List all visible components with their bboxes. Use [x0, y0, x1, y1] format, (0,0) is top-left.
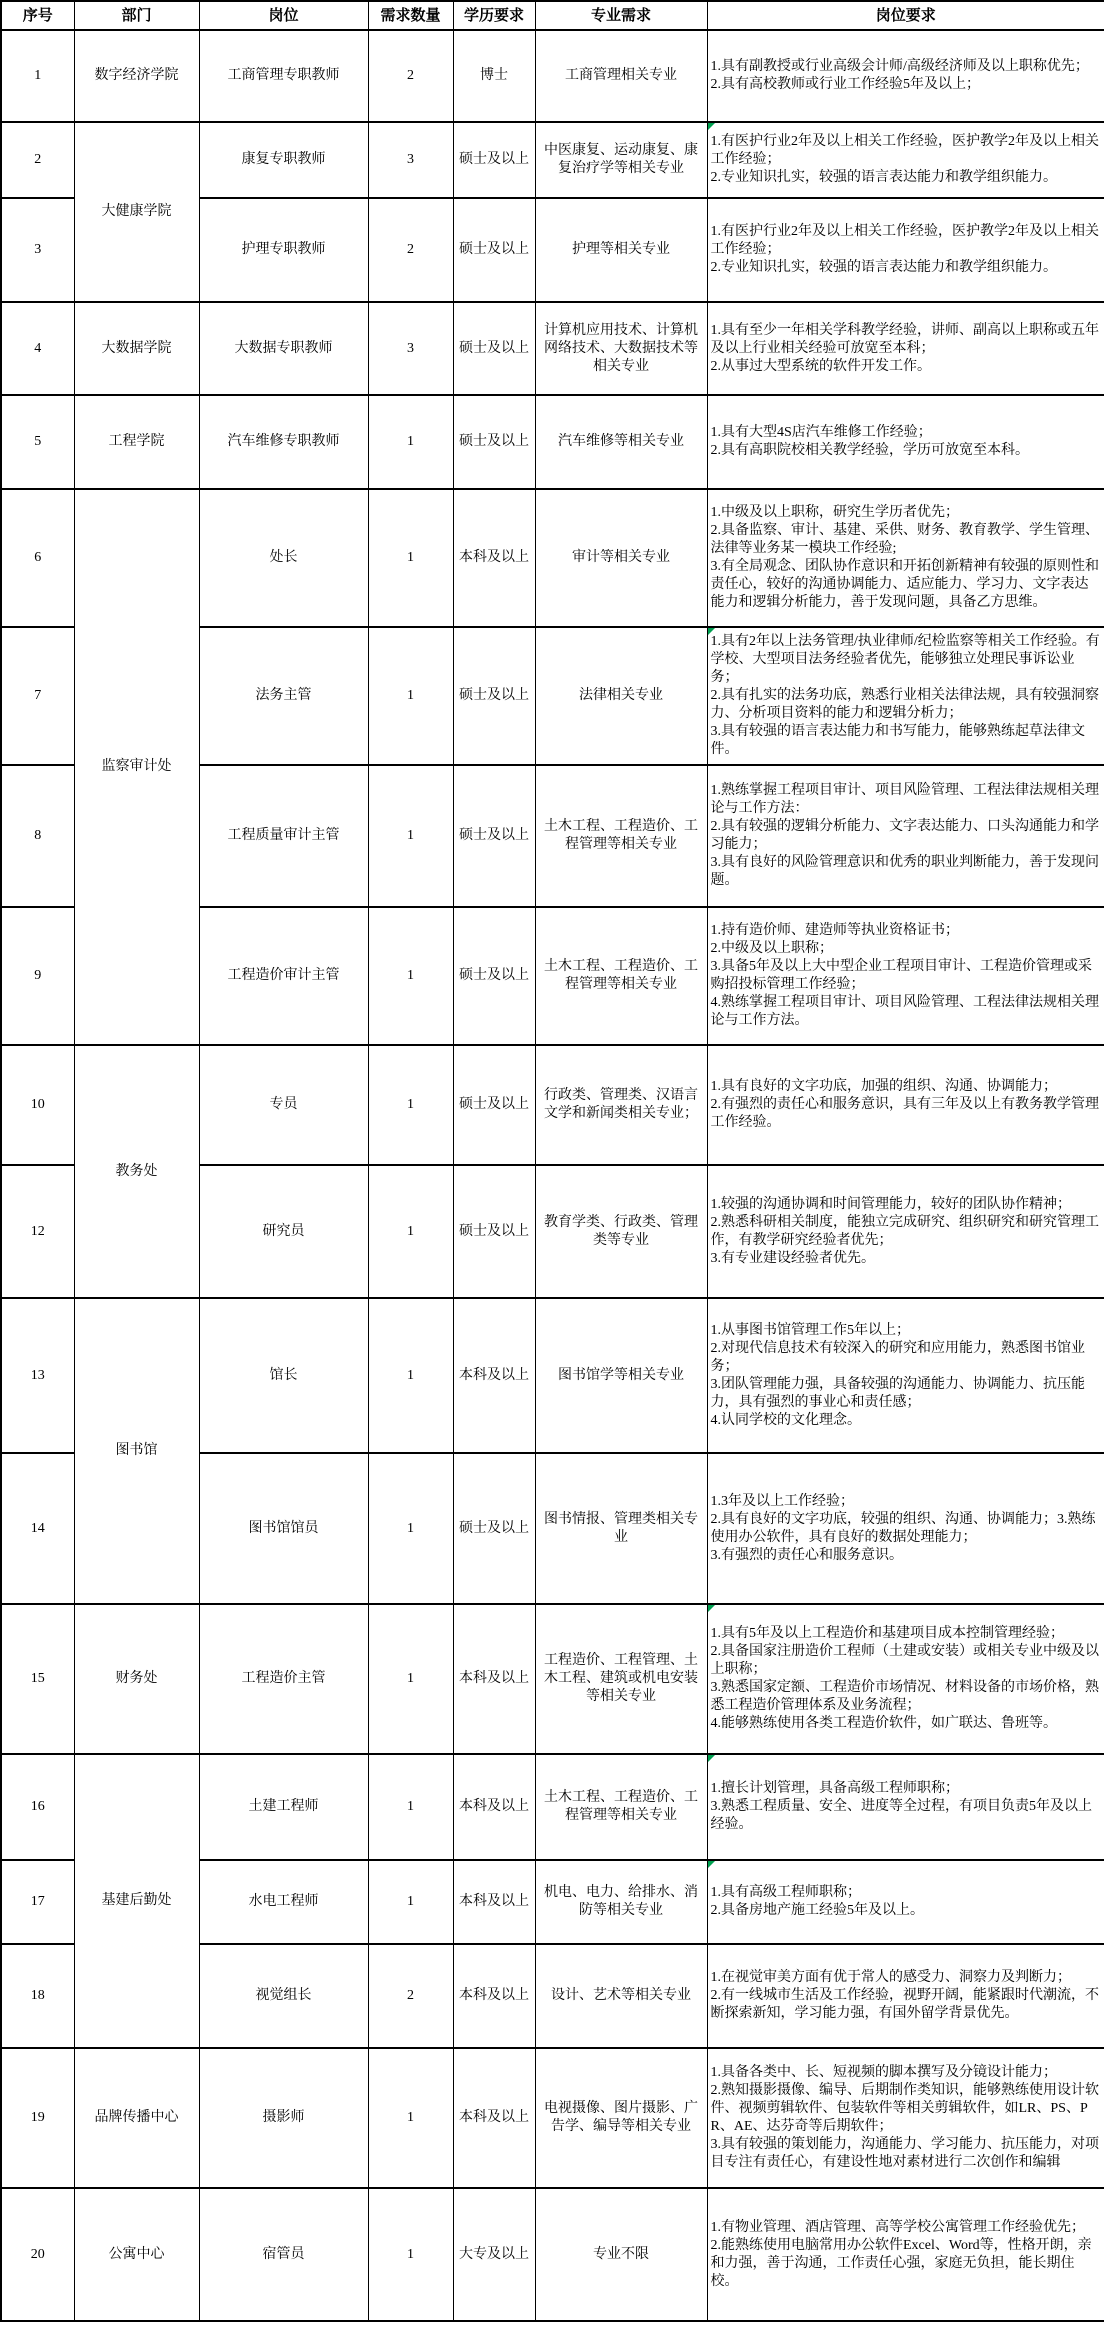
excel-flag-triangle-icon: [708, 1605, 715, 1612]
cell-position: 工程造价主管: [199, 1604, 368, 1754]
excel-flag-triangle-icon: [708, 1755, 715, 1762]
cell-count: 2: [368, 198, 453, 302]
cell-education: 硕士及以上: [453, 1453, 535, 1604]
cell-position: 康复专职教师: [199, 122, 368, 198]
cell-education: 硕士及以上: [453, 627, 535, 765]
cell-position: 汽车维修专职教师: [199, 395, 368, 489]
cell-major: 设计、艺术等相关专业: [535, 1944, 707, 2048]
cell-education: 硕士及以上: [453, 1045, 535, 1165]
cell-count: 3: [368, 122, 453, 198]
cell-no: 1: [1, 30, 74, 122]
cell-requirements: [707, 1453, 1104, 1604]
cell-count: 1: [368, 627, 453, 765]
cell-count: 1: [368, 765, 453, 907]
cell-major: 机电、电力、给排水、消防等相关专业: [535, 1860, 707, 1944]
cell-no: 16: [1, 1754, 74, 1860]
requirement-item: 2.有强烈的责任心和服务意识，具有三年及以上有教务教学管理工作经验。: [710, 1097, 1099, 1130]
table-row: [1, 1604, 1104, 1754]
cell-department: 公寓中心: [74, 2188, 199, 2321]
cell-position: 图书馆馆员: [199, 1453, 368, 1604]
requirement-item: 3.团队管理能力强，具备较强的沟通能力、协调能力、抗压能力，具有强烈的事业心和责任感；: [710, 1376, 1085, 1410]
cell-requirements: [707, 122, 1104, 198]
requirement-item: 1.具有大型4S店汽车维修工作经验；: [710, 425, 932, 440]
requirement-item: 2.具备国家注册造价工程师（土建或安装）或相关专业中级及以上职称；: [710, 1644, 1099, 1677]
cell-position: 大数据专职教师: [199, 302, 368, 395]
requirement-item: 3.具有良好的风险管理意识和优秀的职业判断能力，善于发现问题。: [710, 855, 1099, 888]
cell-education: 本科及以上: [453, 1944, 535, 2048]
requirement-item: 2.具有较强的逻辑分析能力、文字表达能力、口头沟通能力和学习能力；: [710, 819, 1099, 852]
cell-major: 图书馆学等相关专业: [535, 1298, 707, 1453]
requirement-item: 1.具有高级工程师职称；: [710, 1885, 861, 1900]
requirement-item: 1.具有至少一年相关学科教学经验，讲师、副高以上职称或五年及以上行业相关经验可放宽至本科；: [710, 322, 1099, 356]
table-row: [1, 2048, 1104, 2188]
requirement-item: 1.具有良好的文字功底，加强的组织、沟通、协调能力；: [710, 1079, 1057, 1094]
cell-major: 行政类、管理类、汉语言文学和新闻类相关专业；: [535, 1045, 707, 1165]
cell-no: 3: [1, 198, 74, 302]
cell-no: 19: [1, 2048, 74, 2188]
cell-count: 3: [368, 302, 453, 395]
header-row: [1, 1, 1104, 30]
cell-count: 1: [368, 1860, 453, 1944]
cell-education: 本科及以上: [453, 489, 535, 627]
cell-requirements: [707, 1604, 1104, 1754]
cell-requirements: [707, 30, 1104, 122]
cell-requirements: [707, 1298, 1104, 1453]
cell-position: 工程质量审计主管: [199, 765, 368, 907]
cell-no: 7: [1, 627, 74, 765]
cell-major: 土木工程、工程造价、工程管理等相关专业: [535, 907, 707, 1045]
cell-major: 土木工程、工程造价、工程管理等相关专业: [535, 1754, 707, 1860]
cell-major: 法律相关专业: [535, 627, 707, 765]
requirement-item: 2.具有扎实的法务功底，熟悉行业相关法律法规，具有较强洞察力、分析项目资料的能力和逻辑分析力；: [710, 688, 1099, 721]
cell-no: 18: [1, 1944, 74, 2048]
excel-flag-triangle-icon: [708, 1861, 715, 1868]
cell-count: 1: [368, 1453, 453, 1604]
header-department: 部门: [74, 1, 199, 30]
cell-no: 5: [1, 395, 74, 489]
table-row: [1, 122, 1104, 198]
cell-no: 4: [1, 302, 74, 395]
header-position: 岗位: [199, 1, 368, 30]
cell-position: 工商管理专职教师: [199, 30, 368, 122]
cell-position: 处长: [199, 489, 368, 627]
table-row: [1, 395, 1104, 489]
cell-no: 8: [1, 765, 74, 907]
cell-major: 图书情报、管理类相关专业: [535, 1453, 707, 1604]
table-row: [1, 30, 1104, 122]
cell-major: 工程造价、工程管理、土木工程、建筑或机电安装等相关专业: [535, 1604, 707, 1754]
cell-department: 品牌传播中心: [74, 2048, 199, 2188]
cell-requirements: [707, 1944, 1104, 2048]
requirement-item: 2.具有良好的文字功底，较强的组织、沟通、协调能力；3.熟练使用办公软件，具有良好的数据处理能力；: [710, 1511, 1096, 1545]
requirement-item: 3.具备5年及以上大中型企业工程项目审计、工程造价管理或采购招投标管理工作经验；: [710, 959, 1092, 992]
requirement-item: 1.从事图书馆管理工作5年以上；: [710, 1322, 910, 1338]
cell-education: 硕士及以上: [453, 198, 535, 302]
requirement-item: 3.有强烈的责任心和服务意识。: [710, 1547, 903, 1563]
requirement-item: 1.较强的沟通协调和时间管理能力，较好的团队协作精神；: [710, 1196, 1071, 1212]
cell-count: 1: [368, 1045, 453, 1165]
requirement-item: 1.有医护行业2年及以上相关工作经验，医护教学2年及以上相关工作经验；: [710, 134, 1099, 167]
header-count: 需求数量: [368, 1, 453, 30]
cell-position: 水电工程师: [199, 1860, 368, 1944]
cell-position: 护理专职教师: [199, 198, 368, 302]
table-row: [1, 489, 1104, 627]
requirement-item: 2.专业知识扎实，较强的语言表达能力和教学组织能力。: [710, 170, 1057, 185]
cell-major: 护理等相关专业: [535, 198, 707, 302]
cell-count: 1: [368, 1604, 453, 1754]
requirement-item: 1.具有2年以上法务管理/执业律师/纪检监察等相关工作经验。有学校、大型项目法务经验者优先，能够独立处理民事诉讼业务；: [710, 634, 1100, 685]
cell-department: 大数据学院: [74, 302, 199, 395]
cell-education: 博士: [453, 30, 535, 122]
requirement-item: 4.熟练掌握工程项目审计、项目风险管理、工程法律法规相关理论与工作方法。: [710, 995, 1099, 1028]
cell-education: 大专及以上: [453, 2188, 535, 2321]
requirement-item: 2.专业知识扎实，较强的语言表达能力和教学组织能力。: [710, 260, 1057, 275]
cell-education: 硕士及以上: [453, 395, 535, 489]
cell-education: 本科及以上: [453, 1604, 535, 1754]
requirement-item: 1.具有副教授或行业高级会计师/高级经济师及以上职称优先；: [710, 59, 1089, 74]
cell-major: 教育学类、行政类、管理类等专业: [535, 1165, 707, 1298]
cell-position: 摄影师: [199, 2048, 368, 2188]
cell-requirements: [707, 302, 1104, 395]
cell-department: 工程学院: [74, 395, 199, 489]
requirement-item: 1.有医护行业2年及以上相关工作经验，医护教学2年及以上相关工作经验；: [710, 224, 1099, 257]
cell-count: 1: [368, 2048, 453, 2188]
cell-major: 汽车维修等相关专业: [535, 395, 707, 489]
cell-education: 硕士及以上: [453, 122, 535, 198]
requirement-item: 4.能够熟练使用各类工程造价软件，如广联达、鲁班等。: [710, 1716, 1057, 1731]
cell-department: 教务处: [74, 1045, 199, 1298]
cell-no: 15: [1, 1604, 74, 1754]
cell-count: 1: [368, 907, 453, 1045]
cell-requirements: [707, 2048, 1104, 2188]
cell-requirements: [707, 1860, 1104, 1944]
cell-education: 本科及以上: [453, 1754, 535, 1860]
cell-education: 硕士及以上: [453, 765, 535, 907]
cell-major: 中医康复、运动康复、康复治疗学等相关专业: [535, 122, 707, 198]
cell-education: 本科及以上: [453, 2048, 535, 2188]
cell-position: 法务主管: [199, 627, 368, 765]
requirement-item: 2.具备监察、审计、基建、采供、财务、教育教学、学生管理、法律等业务某一模块工作经验;: [710, 523, 1099, 556]
cell-count: 2: [368, 30, 453, 122]
cell-no: 20: [1, 2188, 74, 2321]
cell-major: 计算机应用技术、计算机网络技术、大数据技术等相关专业: [535, 302, 707, 395]
requirement-item: 2.从事过大型系统的软件开发工作。: [710, 358, 931, 374]
requirement-item: 2.熟悉科研相关制度，能独立完成研究、组织研究和研究管理工作，有教学研究经验者优先；: [710, 1214, 1099, 1248]
table-row: [1, 1754, 1104, 1860]
cell-no: 10: [1, 1045, 74, 1165]
cell-requirements: [707, 395, 1104, 489]
cell-requirements: [707, 765, 1104, 907]
cell-requirements: [707, 627, 1104, 765]
cell-major: 专业不限: [535, 2188, 707, 2321]
requirement-item: 2.能熟练使用电脑常用办公软件Excel、Word等，性格开朗，亲和力强，善于沟通，工作责任心强，家庭无负担，能长期住校。: [710, 2237, 1092, 2289]
cell-education: 本科及以上: [453, 1298, 535, 1453]
cell-no: 12: [1, 1165, 74, 1298]
requirement-item: 3.熟悉国家定额、工程造价市场情况、材料设备的市场价格，熟悉工程造价管理体系及业务流程；: [710, 1680, 1099, 1713]
requirement-item: 1.持有造价师、建造师等执业资格证书；: [710, 923, 959, 938]
cell-department: 监察审计处: [74, 489, 199, 1045]
cell-major: 审计等相关专业: [535, 489, 707, 627]
header-major: 专业需求: [535, 1, 707, 30]
cell-count: 1: [368, 395, 453, 489]
cell-requirements: [707, 1165, 1104, 1298]
table-row: [1, 1298, 1104, 1453]
requirement-item: 1.具有5年及以上工程造价和基建项目成本控制管理经验；: [710, 1626, 1064, 1641]
requirement-item: 1.在视觉审美方面有优于常人的感受力、洞察力及判断力；: [710, 1970, 1071, 1985]
cell-department: 大健康学院: [74, 122, 199, 302]
cell-position: 专员: [199, 1045, 368, 1165]
cell-department: 数字经济学院: [74, 30, 199, 122]
cell-no: 2: [1, 122, 74, 198]
cell-requirements: [707, 1045, 1104, 1165]
requirement-item: 1.熟练掌握工程项目审计、项目风险管理、工程法律法规相关理论与工作方法：: [710, 783, 1099, 816]
cell-count: 1: [368, 2188, 453, 2321]
requirement-item: 2.具有高职院校相关教学经验，学历可放宽至本科。: [710, 443, 1029, 458]
cell-education: 硕士及以上: [453, 302, 535, 395]
table-row: [1, 2188, 1104, 2321]
cell-no: 14: [1, 1453, 74, 1604]
cell-count: 1: [368, 489, 453, 627]
excel-flag-triangle-icon: [708, 628, 715, 635]
cell-count: 2: [368, 1944, 453, 2048]
cell-no: 13: [1, 1298, 74, 1453]
table-header: [1, 1, 1104, 30]
requirement-item: 3.有专业建设经验者优先。: [710, 1250, 875, 1266]
excel-flag-triangle-icon: [708, 123, 715, 130]
cell-no: 6: [1, 489, 74, 627]
cell-position: 工程造价审计主管: [199, 907, 368, 1045]
cell-requirements: [707, 489, 1104, 627]
table-row: [1, 1045, 1104, 1165]
table-row: [1, 302, 1104, 395]
cell-department: 财务处: [74, 1604, 199, 1754]
requirement-item: 2.具有高校教师或行业工作经验5年及以上；: [710, 77, 980, 92]
requirement-item: 1.擅长计划管理，具备高级工程师职称；: [710, 1781, 959, 1796]
cell-count: 1: [368, 1165, 453, 1298]
requirement-item: 2.对现代信息技术有较深入的研究和应用能力，熟悉图书馆业务；: [710, 1340, 1085, 1374]
requirement-item: 1.有物业管理、酒店管理、高等学校公寓管理工作经验优先；: [710, 2219, 1085, 2235]
cell-major: 电视摄像、图片摄影、广告学、编导等相关专业: [535, 2048, 707, 2188]
cell-education: 硕士及以上: [453, 1165, 535, 1298]
cell-education: 硕士及以上: [453, 907, 535, 1045]
cell-requirements: [707, 198, 1104, 302]
cell-requirements: [707, 1754, 1104, 1860]
requirement-item: 2.中级及以上职称；: [710, 941, 833, 956]
requirement-item: 2.有一线城市生活及工作经验，视野开阔，能紧跟时代潮流，不断探索新知，学习能力强，有国外留学背景优先。: [710, 1988, 1099, 2021]
requirement-item: 3.具有较强的语言表达能力和书写能力，能够熟练起草法律文件。: [710, 724, 1085, 757]
cell-department: 基建后勤处: [74, 1754, 199, 2048]
requirement-item: 3.熟悉工程质量、安全、进度等全过程，有项目负责5年及以上经验。: [710, 1799, 1092, 1832]
requirement-item: 1.3年及以上工作经验；: [710, 1493, 854, 1509]
cell-count: 1: [368, 1298, 453, 1453]
requirement-item: 1.具备各类中、长、短视频的脚本撰写及分镜设计能力；: [710, 2065, 1057, 2080]
requirement-item: 3.具有较强的策划能力，沟通能力、学习能力、抗压能力，对项目专注有责任心，有建设性地对素材进行二次创作和编辑: [710, 2137, 1099, 2170]
requirement-item: 3.有全局观念、团队协作意识和开拓创新精神有较强的原则性和责任心，较好的沟通协调能力、适应能力、学习力、文字表达能力和逻辑分析能力，善于发现问题，具备乙方思维。: [710, 559, 1099, 610]
cell-requirements: [707, 2188, 1104, 2321]
requirement-item: 2.具备房地产施工经验5年及以上。: [710, 1903, 924, 1918]
requirement-item: 2.熟知摄影摄像、编导、后期制作类知识，能够熟练使用设计软件、视频剪辑软件、包装软件等相关剪辑软件，如LR、PS、PR、AE、达芬奇等后期软件；: [710, 2083, 1099, 2134]
cell-major: 土木工程、工程造价、工程管理等相关专业: [535, 765, 707, 907]
requirement-item: 4.认同学校的文化理念。: [710, 1412, 861, 1428]
cell-count: 1: [368, 1754, 453, 1860]
cell-position: 宿管员: [199, 2188, 368, 2321]
header-requirements: 岗位要求: [707, 1, 1104, 30]
cell-position: 视觉组长: [199, 1944, 368, 2048]
cell-requirements: [707, 907, 1104, 1045]
cell-department: 图书馆: [74, 1298, 199, 1604]
cell-no: 9: [1, 907, 74, 1045]
cell-position: 馆长: [199, 1298, 368, 1453]
header-no: 序号: [1, 1, 74, 30]
cell-no: 17: [1, 1860, 74, 1944]
header-education: 学历要求: [453, 1, 535, 30]
cell-position: 研究员: [199, 1165, 368, 1298]
cell-education: 本科及以上: [453, 1860, 535, 1944]
requirement-item: 1.中级及以上职称，研究生学历者优先；: [710, 505, 959, 520]
table-body: [1, 30, 1104, 2321]
cell-position: 土建工程师: [199, 1754, 368, 1860]
cell-major: 工商管理相关专业: [535, 30, 707, 122]
